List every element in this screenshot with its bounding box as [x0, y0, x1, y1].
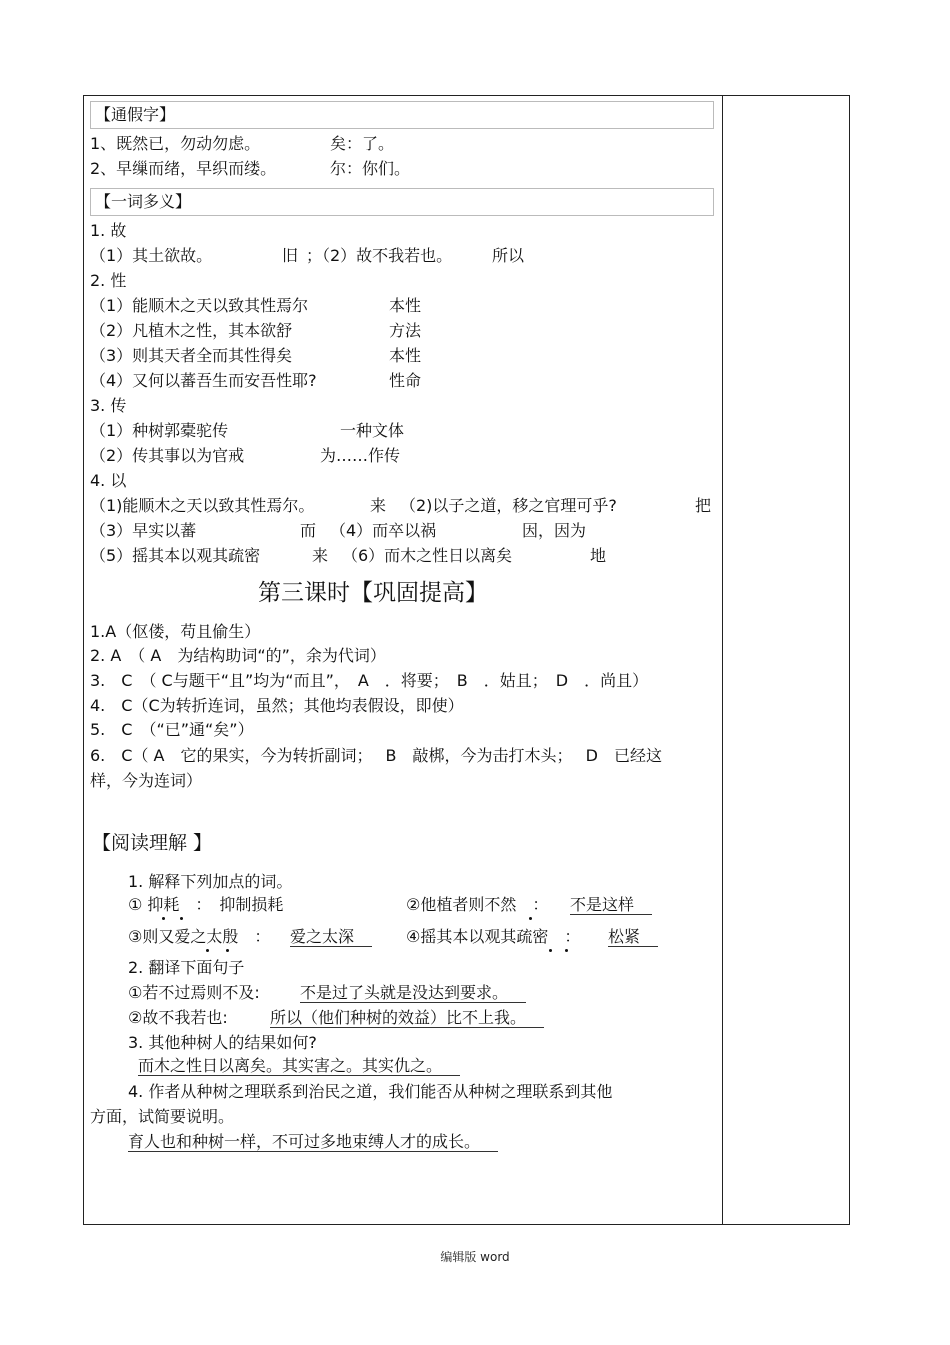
table-divider — [722, 95, 723, 1225]
word-xing-1: （1）能顺木之天以致其性焉尔 — [90, 296, 309, 315]
reading-q1-a: ① 抑耗 ： 抑制损耗 — [128, 895, 284, 914]
reading-title: 【阅读理解 】 — [92, 832, 213, 854]
word-yi-2: （2)以子之道，移之官理可乎? — [400, 496, 617, 515]
word-zhuan-1-meaning: 一种文体 — [340, 421, 405, 440]
word-xing-2: （2）凡植木之性，其本欲舒 — [90, 321, 293, 340]
emphasis-dot — [162, 917, 165, 920]
reading-q1-b: ②他植者则不然 ： — [406, 895, 549, 914]
tongjiazi-line-1-meaning: 矣：了。 — [330, 134, 395, 153]
word-gu-2-meaning: 所以 — [492, 246, 525, 265]
answer-5: 5. C （“已”通“矣”） — [90, 720, 254, 739]
reading-q2-a: ①若不过焉则不及: — [128, 983, 260, 1002]
tongjiazi-line-1: 1、既然已，勿动勿虑。 — [90, 134, 261, 153]
tongjiazi-header-box — [90, 101, 714, 129]
emphasis-dot — [565, 949, 568, 952]
answer-underline: 松紧 — [608, 927, 658, 947]
word-xing-3-meaning: 本性 — [389, 346, 422, 365]
answer-underline: 不是这样 — [570, 895, 652, 915]
word-yi-3: （3）早实以蕃 — [90, 521, 197, 540]
word-gu-1-meaning: 旧 — [282, 246, 299, 265]
answer-underline: 所以（他们种树的效益）比不上我。 — [270, 1008, 544, 1028]
emphasis-dot — [226, 949, 229, 952]
reading-q3: 3. 其他种树人的结果如何? — [128, 1033, 317, 1052]
reading-q4-line-1: 4. 作者从种树之理联系到治民之道，我们能否从种树之理联系到其他 — [128, 1082, 613, 1101]
reading-q3-answer — [138, 1056, 460, 1076]
word-xing-heading: 2. 性 — [90, 271, 127, 290]
answer-underline: 不是过了头就是没达到要求。 — [300, 983, 526, 1003]
answer-6-line-2: 样，今为连词） — [90, 771, 203, 790]
answer-underline: 而木之性日以离矣。其实害之。其实仇之。 — [138, 1056, 460, 1076]
word-yi-1-meaning: 来 — [370, 496, 387, 515]
emphasis-dot — [206, 949, 209, 952]
answer-6-line-1: 6. C（ A 它的果实，今为转折副词； B 敲梆，今为击打木头； D 已经这 — [90, 746, 662, 765]
reading-q4-answer — [128, 1132, 498, 1152]
word-yi-heading: 4. 以 — [90, 471, 127, 490]
word-yi-6: （6）而木之性日以离矣 — [342, 546, 513, 565]
emphasis-dot — [180, 917, 183, 920]
answer-underline: 爱之太深 — [290, 927, 372, 947]
emphasis-dot — [529, 917, 532, 920]
word-zhuan-1: （1）种树郭橐驼传 — [90, 421, 229, 440]
word-xing-1-meaning: 本性 — [389, 296, 422, 315]
word-yi-2-meaning: 把 — [695, 496, 712, 515]
reading-q2-a-answer — [300, 983, 526, 1003]
answer-4: 4. C（C为转折连词，虽然；其他均表假设，即使） — [90, 696, 464, 715]
word-yi-5-meaning: 来 — [312, 546, 329, 565]
word-zhuan-2-meaning: 为……作传 — [320, 446, 401, 465]
word-zhuan-2: （2）传其事以为官戒 — [90, 446, 245, 465]
reading-q1-b-answer — [570, 895, 652, 915]
reading-q2: 2. 翻译下面句子 — [128, 958, 245, 977]
tongjiazi-title: 【通假字】 — [95, 105, 176, 124]
word-xing-2-meaning: 方法 — [389, 321, 422, 340]
reading-q1-d: ④摇其本以观其疏密 ： — [406, 927, 581, 946]
answer-underline: 育人也和种树一样，不可过多地束缚人才的成长。 — [128, 1132, 498, 1152]
reading-q1-d-answer — [608, 927, 658, 947]
reading-q2-b-answer — [270, 1008, 544, 1028]
word-yi-4-meaning: 因，因为 — [522, 521, 587, 540]
tongjiazi-line-2: 2、早缫而绪，早织而缕。 — [90, 159, 277, 178]
word-gu-1: （1）其土欲故。 — [90, 246, 213, 265]
word-yi-5: （5）摇其本以观其疏密 — [90, 546, 261, 565]
yiciduoyi-title: 【一词多义】 — [95, 192, 192, 211]
answer-1: 1.A（伛偻，苟且偷生） — [90, 622, 261, 641]
word-yi-1: （1)能顺木之天以致其性焉尔。 — [90, 496, 315, 515]
reading-q1-c: ③则又爱之太殷 ： — [128, 927, 271, 946]
reading-q4-line-2: 方面，试简要说明。 — [90, 1107, 235, 1126]
emphasis-dot — [549, 949, 552, 952]
yiciduoyi-header-box — [90, 188, 714, 216]
word-xing-4: （4）又何以蕃吾生而安吾性耶? — [90, 371, 317, 390]
reading-q1: 1. 解释下列加点的词。 — [128, 872, 293, 891]
answer-2: 2. A （ A 为结构助词“的”，余为代词） — [90, 646, 386, 665]
word-zhuan-heading: 3. 传 — [90, 396, 127, 415]
page-footer: 编辑版 word — [440, 1250, 510, 1264]
tongjiazi-line-2-meaning: 尔：你们。 — [330, 159, 411, 178]
section-3-title: 第三课时【巩固提高】 — [258, 580, 488, 606]
reading-q2-b: ②故不我若也: — [128, 1008, 228, 1027]
word-gu-heading: 1. 故 — [90, 221, 127, 240]
answer-3: 3. C （ C与题干“且”均为“而且”， A ．将要； B ．姑且； D ．尚且） — [90, 671, 649, 690]
word-yi-6-meaning: 地 — [590, 546, 607, 565]
reading-q1-c-answer — [290, 927, 372, 947]
word-xing-3: （3）则其天者全而其性得矣 — [90, 346, 293, 365]
word-gu-2: ；（2）故不我若也。 — [306, 246, 453, 265]
word-yi-3-meaning: 而 — [300, 521, 317, 540]
word-yi-4: （4）而卒以祸 — [330, 521, 437, 540]
word-xing-4-meaning: 性命 — [389, 371, 422, 390]
